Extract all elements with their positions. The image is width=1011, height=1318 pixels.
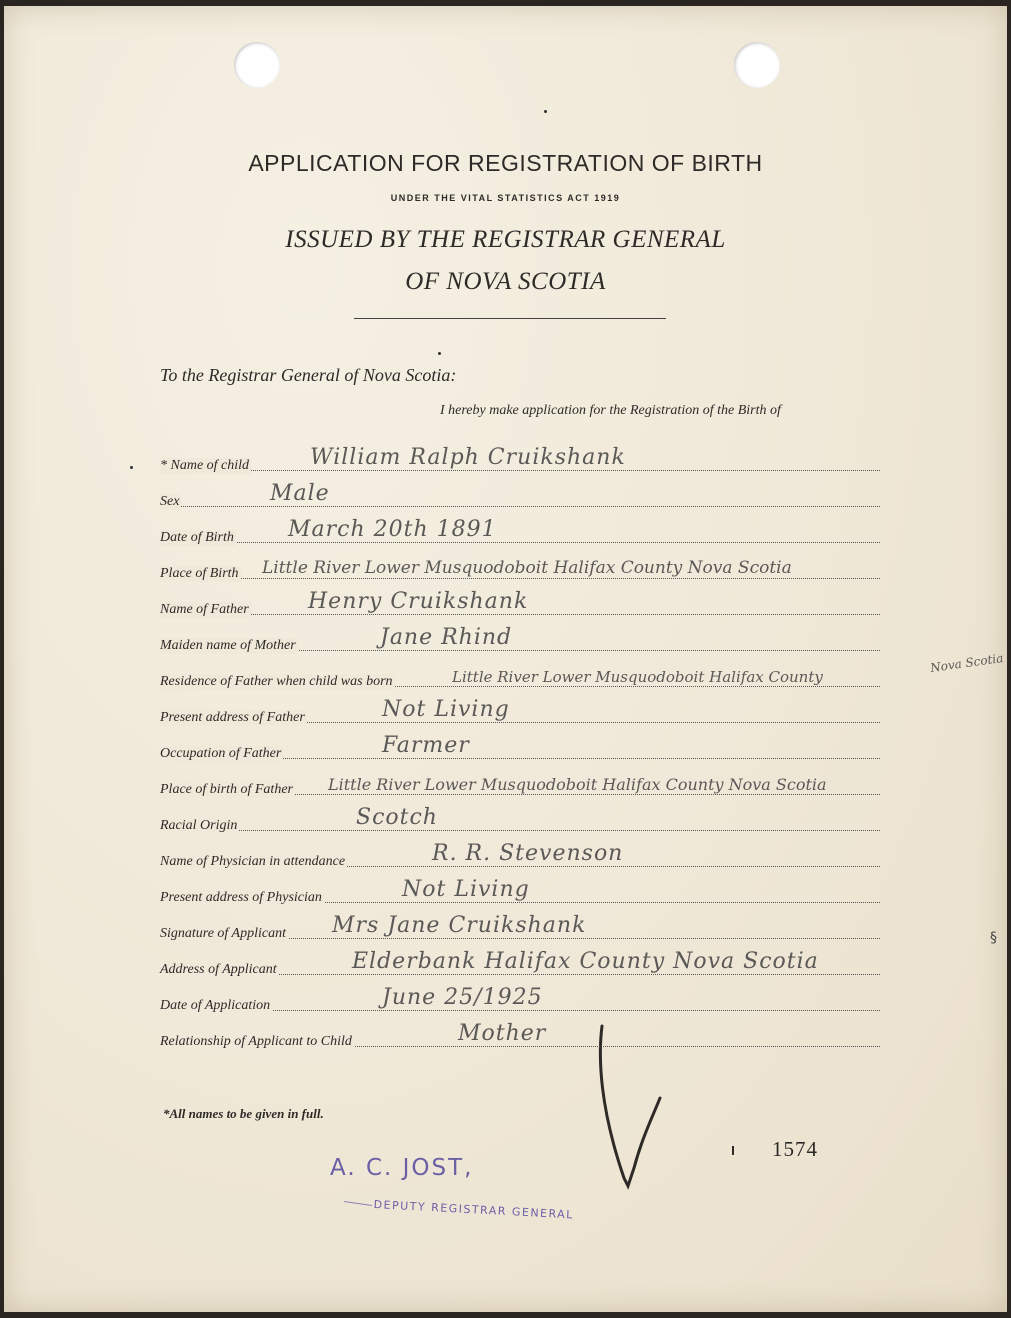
field-dotted-line bbox=[160, 614, 880, 615]
number-tick-mark bbox=[732, 1146, 734, 1155]
field-signature-of-applicant bbox=[160, 913, 880, 942]
field-label: Date of Birth bbox=[160, 530, 234, 545]
field-value: Mother bbox=[458, 1021, 547, 1046]
issuer-line-1: ISSUED BY THE REGISTRAR GENERAL bbox=[285, 226, 726, 253]
field-value: Scotch bbox=[356, 805, 438, 830]
field-label: Racial Origin bbox=[160, 818, 238, 833]
field-residence-of-father bbox=[160, 650, 1005, 690]
ink-speck bbox=[130, 466, 133, 469]
field-label: Residence of Father when child was born bbox=[160, 674, 393, 689]
field-label: Occupation of Father bbox=[160, 746, 282, 761]
field-label: Name of Physician in attendance bbox=[160, 854, 346, 869]
field-maiden-name-of-mother bbox=[160, 625, 880, 654]
stamp-title: DEPUTY REGISTRAR GENERAL bbox=[373, 1198, 575, 1222]
edge-mark: § bbox=[990, 930, 997, 946]
field-name-of-child bbox=[160, 445, 880, 474]
field-value: Little River Lower Musquodoboit Halifax County Nova Scotia bbox=[328, 775, 827, 794]
field-label: Present address of Physician bbox=[160, 890, 322, 905]
field-value: Little River Lower Musquodoboit Halifax County bbox=[452, 668, 823, 686]
punch-hole-left bbox=[234, 42, 280, 88]
stamp-name: A. C. JOST, bbox=[330, 1155, 474, 1181]
field-value: Not Living bbox=[402, 877, 530, 902]
ink-speck bbox=[438, 352, 441, 355]
field-label: Signature of Applicant bbox=[160, 926, 286, 941]
field-name-of-father bbox=[160, 589, 880, 618]
issuer-line-2: OF NOVA SCOTIA bbox=[405, 268, 606, 295]
field-dotted-line bbox=[160, 542, 880, 543]
field-value: Little River Lower Musquodoboit Halifax County Nova Scotia bbox=[262, 558, 792, 578]
punch-hole-right bbox=[734, 42, 780, 88]
field-label: * Name of child bbox=[160, 458, 250, 473]
field-label: Place of Birth bbox=[160, 566, 239, 581]
title-divider bbox=[354, 318, 666, 319]
field-value: Farmer bbox=[382, 733, 470, 758]
field-dotted-line bbox=[160, 578, 880, 579]
field-label: Present address of Father bbox=[160, 710, 305, 725]
field-value: June 25/1925 bbox=[382, 985, 543, 1010]
field-address-of-applicant bbox=[160, 949, 880, 978]
field-value-overflow: Nova Scotia bbox=[929, 650, 1005, 676]
intro-statement: I hereby make application for the Registration of the Birth of bbox=[440, 403, 781, 418]
field-date-of-application bbox=[160, 985, 880, 1014]
field-present-address-of-physician bbox=[160, 877, 880, 906]
registration-number: 1574 bbox=[772, 1137, 818, 1161]
footnote: *All names to be given in full. bbox=[163, 1106, 324, 1121]
field-dotted-line bbox=[160, 470, 880, 471]
field-label: Place of birth of Father bbox=[160, 782, 293, 797]
field-place-of-birth-of-father bbox=[160, 774, 880, 798]
field-value: Jane Rhind bbox=[380, 625, 513, 650]
salutation: To the Registrar General of Nova Scotia: bbox=[160, 365, 457, 385]
field-dotted-line bbox=[160, 506, 880, 507]
field-relationship-of-applicant bbox=[160, 1021, 880, 1050]
field-occupation-of-father bbox=[160, 733, 880, 762]
field-label: Relationship of Applicant to Child bbox=[160, 1034, 352, 1049]
field-value: Mrs Jane Cruikshank bbox=[332, 913, 587, 938]
field-value: R. R. Stevenson bbox=[432, 841, 624, 866]
field-racial-origin bbox=[160, 805, 880, 834]
field-label: Name of Father bbox=[160, 602, 249, 617]
field-label: Maiden name of Mother bbox=[160, 638, 296, 653]
field-value: William Ralph Cruikshank bbox=[310, 445, 626, 470]
field-present-address-of-father bbox=[160, 697, 880, 726]
form-title: APPLICATION FOR REGISTRATION OF BIRTH bbox=[248, 150, 763, 176]
field-label: Address of Applicant bbox=[160, 962, 277, 977]
field-value: Male bbox=[270, 481, 330, 506]
form-subtitle: UNDER THE VITAL STATISTICS ACT 1919 bbox=[390, 193, 621, 203]
field-value: March 20th 1891 bbox=[288, 517, 497, 542]
field-dotted-line bbox=[160, 830, 880, 831]
field-value: Not Living bbox=[382, 697, 510, 722]
field-place-of-birth bbox=[160, 558, 880, 582]
field-label: Date of Application bbox=[160, 998, 271, 1013]
field-date-of-birth bbox=[160, 517, 880, 546]
field-label: Sex bbox=[160, 494, 180, 509]
ink-speck bbox=[544, 110, 547, 113]
field-value: Elderbank Halifax County Nova Scotia bbox=[352, 949, 819, 974]
handwritten-checkmark bbox=[590, 1018, 670, 1193]
field-name-of-physician bbox=[160, 841, 880, 870]
field-value: Henry Cruikshank bbox=[308, 589, 529, 614]
field-sex bbox=[160, 481, 880, 510]
